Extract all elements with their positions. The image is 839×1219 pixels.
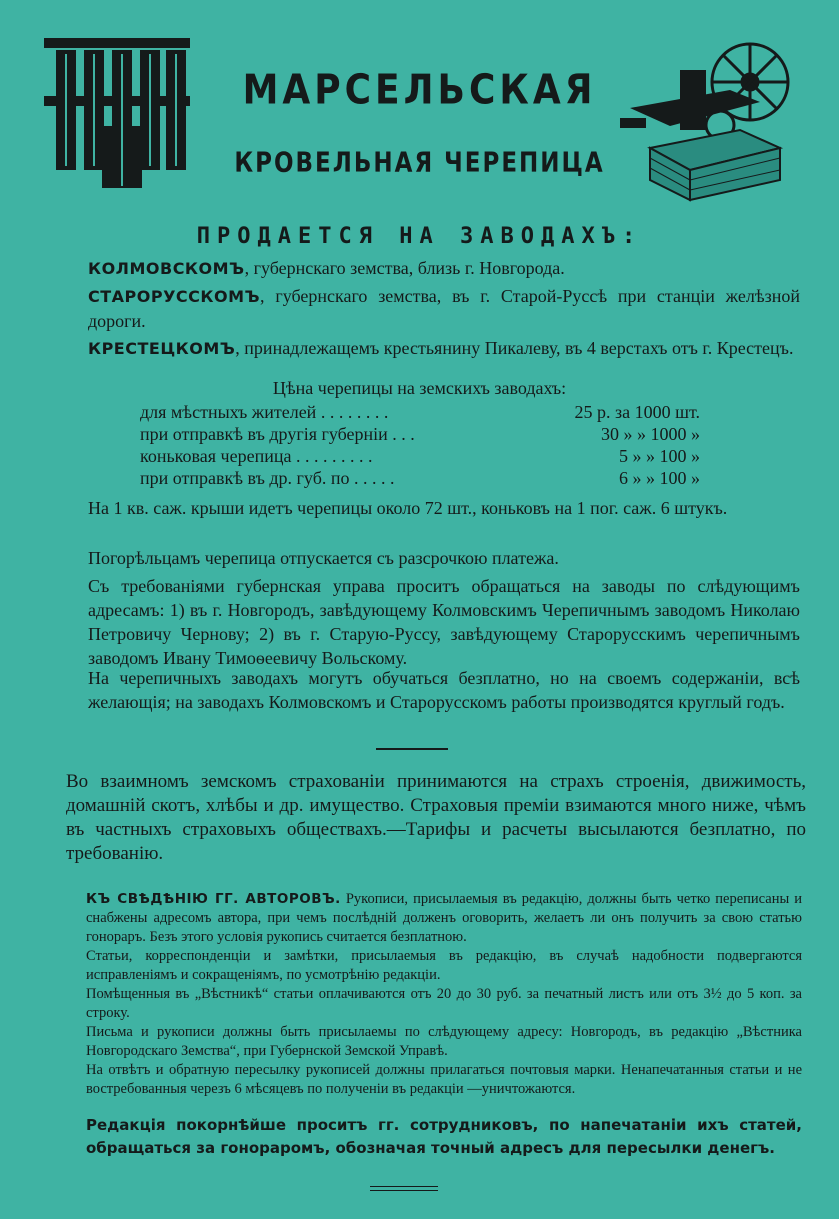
section-divider (376, 748, 448, 750)
price-value: 25 р. за 1000 шт. (574, 402, 700, 422)
paragraph-addresses: Съ требованіями губернская управа проситъ обращаться на заводы по слѣдующимъ адресамъ: 1) въ г. Новгородъ, завѣдующему Колмовскимъ Черепичнымъ заводомъ Николаю Петровичу Чернову; 2) въ г. Старую-Руссу, завѣдующему Старорусскимъ черепичнымъ заводомъ Ивану Тимоѳеевичу Вольскому. (88, 576, 800, 668)
paragraph-fire-victims: Погорѣльцамъ черепица отпускается съ разсрочкою платежа. (88, 548, 559, 568)
price-value: 5 » » 100 » (619, 446, 700, 466)
page-subtitle: КРОВЕЛЬНАЯ ЧЕРЕПИЦА (234, 147, 605, 179)
price-row (140, 402, 700, 424)
factory-kolmovo (88, 256, 800, 281)
factory-name: СТАРОРУССКОМЪ (88, 287, 261, 306)
factory-name: КОЛМОВСКОМЪ (88, 259, 245, 278)
authors-p1: Рукописи, присылаемыя въ редакцію, должны быть четко переписаны и снабжены адресомъ автора, при чемъ послѣдній долженъ оговорить, желаетъ ли онъ получить за свою статью гонораръ. Безъ этого условія рукопись считается безплатною. (86, 891, 803, 945)
price-row (140, 468, 700, 490)
price-table-title: Цѣна черепицы на земскихъ заводахъ: (272, 378, 567, 398)
authors-p2: Статьи, корреспонденціи и замѣтки, присылаемыя въ редакцію, въ случаѣ надобности подвергаются исправленіямъ и сокращеніямъ, по усмотрѣнію редакціи. (86, 948, 802, 983)
price-row (140, 446, 700, 468)
page-title: МАРСЕЛЬСКАЯ (242, 66, 597, 115)
authors-notice-first (86, 890, 802, 947)
price-label: коньковая черепица . . . . . . . . . (140, 446, 373, 466)
price-row (140, 424, 700, 446)
authors-p3: Помѣщенныя въ „Вѣстникѣ“ статьи оплачиваются отъ 20 до 30 руб. за печатный листъ или отъ 3½ до 5 коп. за строку. (86, 986, 802, 1021)
factory-krestsy (88, 336, 800, 361)
authors-heading: КЪ СВѢДѢНІЮ ГГ. АВТОРОВЪ. (86, 891, 341, 907)
price-label: при отправкѣ въ другія губерніи . . . (140, 424, 415, 444)
price-value: 6 » » 100 » (619, 468, 700, 488)
factory-description: , губернскаго земства, въ г. Старой-Руссѣ при станціи желѣзной дороги. (88, 286, 800, 331)
closing-request: Редакція покорнѣйше проситъ гг. сотрудниковъ, по напечатаніи ихъ статей, обращаться за гонораромъ, обозначая точный адресъ для пересылки денегъ. (86, 1116, 802, 1157)
authors-notice (86, 890, 802, 1099)
factory-description: , губернскаго земства, близь г. Новгорода. (244, 258, 565, 278)
insurance-paragraph: Во взаимномъ земскомъ страхованіи принимаются на страхъ строенія, движимость, домашній скотъ, хлѣбы и др. имущество. Страховыя преміи взимаются много ниже, чѣмъ въ частныхъ страховыхъ обществахъ.—Тарифы и расчеты высылаются безплатно, по требованію. (66, 771, 806, 864)
paragraph-training: На черепичныхъ заводахъ могутъ обучаться безплатно, но на своемъ содержаніи, всѣ желающія; на заводахъ Колмовскомъ и Старорусскомъ работы производятся круглый годъ. (88, 668, 800, 712)
authors-p4: Письма и рукописи должны быть присылаемы по слѣдующему адресу: Новгородъ, въ редакцію „Вѣстника Новгородскаго Земства“, при Губернской Земской Управѣ. (86, 1024, 802, 1059)
sold-at-heading: ПРОДАЕТСЯ НА ЗАВОДАХЪ: (196, 224, 643, 249)
factory-name: КРЕСТЕЦКОМЪ (88, 339, 236, 358)
price-value: 30 » » 1000 » (601, 424, 700, 444)
paragraph-tiles-per-sazhen: На 1 кв. саж. крыши идетъ черепицы около 72 шт., коньковъ на 1 пог. саж. 6 штукъ. (88, 498, 728, 518)
price-label: для мѣстныхъ жителей . . . . . . . . (140, 402, 389, 422)
authors-p5: На отвѣтъ и обратную пересылку рукописей должны прилагаться почтовыя марки. Ненапечатанныя статьи и не востребованныя черезъ 6 мѣсяцевъ по полученіи въ редакціи —уничтожаются. (86, 1062, 802, 1097)
factory-staraya-russa (88, 284, 800, 333)
factory-description: , принадлежащемъ крестьянину Пикалеву, въ 4 верстахъ отъ г. Крестецъ. (235, 338, 794, 358)
price-label: при отправкѣ въ др. губ. по . . . . . (140, 468, 395, 488)
bottom-divider (370, 1186, 438, 1191)
